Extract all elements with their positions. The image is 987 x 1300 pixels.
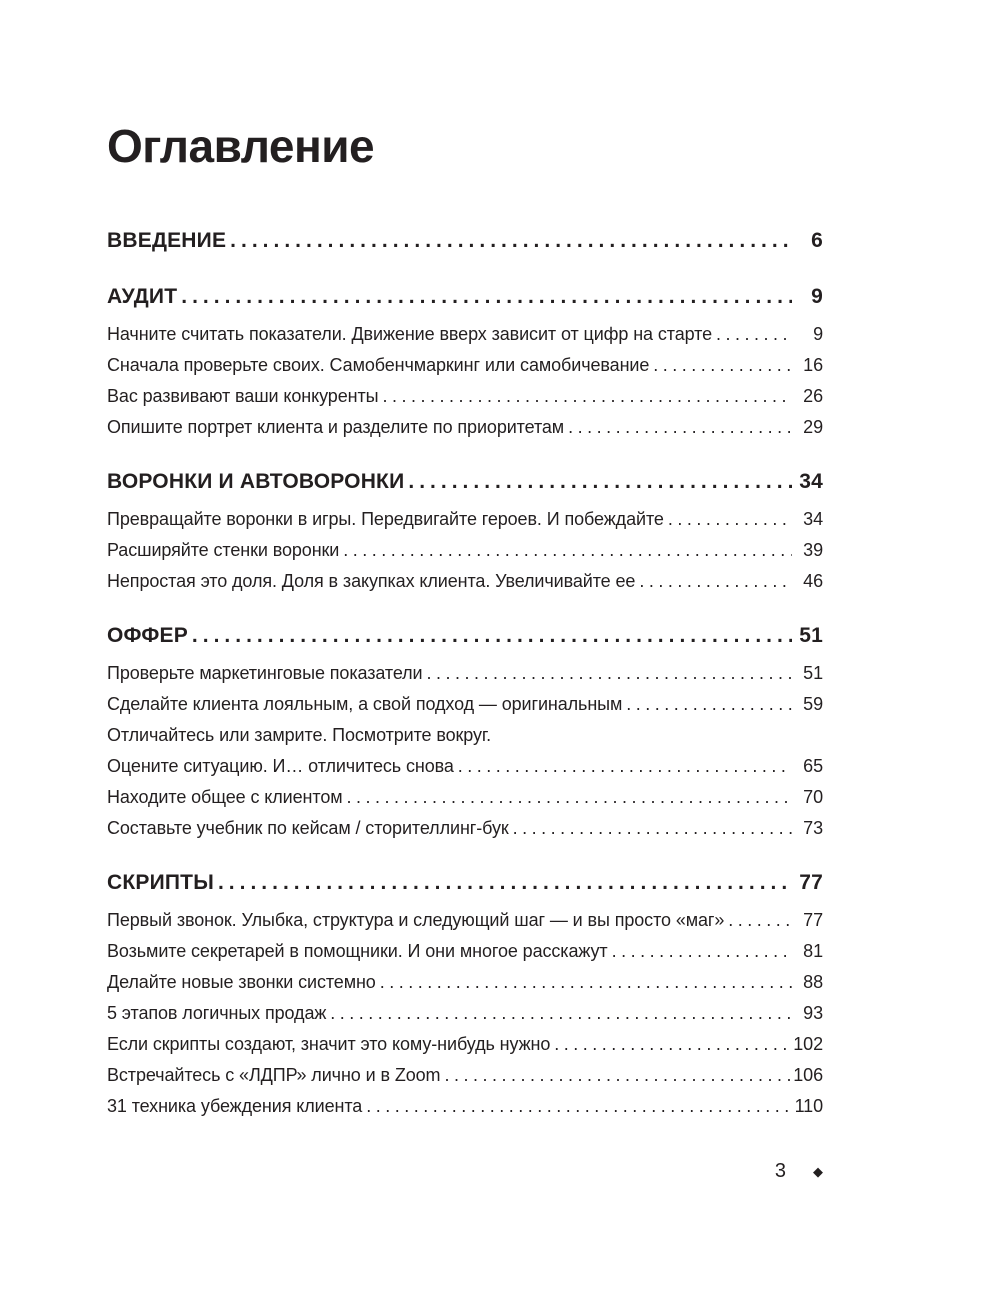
toc-entry <box>107 504 823 535</box>
toc-section <box>107 224 823 258</box>
toc-entry-line <box>107 535 823 566</box>
toc-heading-text: ОФФЕР <box>107 624 188 647</box>
toc-entry <box>107 782 823 813</box>
toc-entry <box>107 1091 823 1122</box>
dot-leader <box>554 1029 790 1060</box>
toc-entry-text: Делайте новые звонки системно <box>107 972 376 992</box>
dot-leader <box>380 967 792 998</box>
toc-entry-page-number: 46 <box>803 571 823 591</box>
toc-entry <box>107 967 823 998</box>
dot-leader <box>716 319 792 350</box>
dot-leader <box>653 350 792 381</box>
dot-leader <box>668 504 792 535</box>
toc-section-heading-row <box>107 619 823 653</box>
toc-entry-page-number: 59 <box>803 694 823 714</box>
toc-entry <box>107 998 823 1029</box>
toc-entry <box>107 689 823 720</box>
toc-entry-line <box>107 998 823 1029</box>
page-number: 3 <box>774 1160 786 1182</box>
toc-entry <box>107 381 823 412</box>
toc-entry-text: 31 техника убеждения клиента <box>107 1096 363 1116</box>
toc-heading-page-number: 6 <box>811 229 823 252</box>
toc-heading-text: СКРИПТЫ <box>107 871 214 894</box>
toc-heading-text: ВОРОНКИ И АВТОВОРОНКИ <box>107 470 405 493</box>
dot-leader <box>568 412 792 443</box>
toc-entry-line <box>107 967 823 998</box>
toc-section-heading-row <box>107 280 823 314</box>
toc-entry-text: Возьмите секретарей в помощники. И они многое расскажут <box>107 941 608 961</box>
toc-entry-line <box>107 720 823 751</box>
toc-entry-text: Составьте учебник по кейсам / сторителлинг-бук <box>107 818 509 838</box>
toc-entry-text: Опишите портрет клиента и разделите по приоритетам <box>107 417 565 437</box>
toc-entry-page-number: 77 <box>803 910 823 930</box>
toc-entry <box>107 720 823 782</box>
toc-entry-text: Находите общее с клиентом <box>107 787 343 807</box>
toc-entry <box>107 813 823 844</box>
toc-heading-page-number: 34 <box>799 470 823 493</box>
toc-entry-page-number: 102 <box>793 1034 823 1054</box>
toc-entry <box>107 1029 823 1060</box>
toc-entry-line <box>107 504 823 535</box>
dot-leader <box>408 465 792 499</box>
toc-entry <box>107 658 823 689</box>
toc-entry-line <box>107 905 823 936</box>
toc-section-heading-row <box>107 465 823 499</box>
dot-leader <box>458 751 792 782</box>
dot-leader <box>366 1091 791 1122</box>
toc-entry <box>107 350 823 381</box>
toc-entry-text: Расширяйте стенки воронки <box>107 540 340 560</box>
toc-entry-line <box>107 689 823 720</box>
dot-leader <box>612 936 792 967</box>
toc-entry-page-number: 70 <box>803 787 823 807</box>
dot-leader <box>626 689 792 720</box>
dot-leader <box>639 566 792 597</box>
toc-heading-page-number: 77 <box>799 871 823 894</box>
toc-section <box>107 866 823 1122</box>
toc-entry <box>107 566 823 597</box>
toc-entry-text: Сделайте клиента лояльным, а свой подход — оригинальным <box>107 694 623 714</box>
toc-entry <box>107 936 823 967</box>
toc-entry-line <box>107 319 823 350</box>
dot-leader <box>218 866 792 900</box>
toc-entry-page-number: 73 <box>803 818 823 838</box>
toc-heading-page-number: 51 <box>799 624 823 647</box>
toc-entry <box>107 905 823 936</box>
dot-leader <box>382 381 792 412</box>
page-content <box>107 118 823 1122</box>
page-footer <box>107 1160 823 1183</box>
toc-entry-page-number: 16 <box>803 355 823 375</box>
toc-section <box>107 280 823 443</box>
toc-entry-page-number: 88 <box>803 972 823 992</box>
toc-entry-page-number: 51 <box>803 663 823 683</box>
toc-heading-page-number: 9 <box>811 285 823 308</box>
toc-entry <box>107 535 823 566</box>
toc-entry-line <box>107 381 823 412</box>
toc-entry-line <box>107 1029 823 1060</box>
toc-entry-page-number: 39 <box>803 540 823 560</box>
toc-section-heading-row <box>107 866 823 900</box>
toc-entry-text: Сначала проверьте своих. Самобенчмаркинг или самобичевание <box>107 355 650 375</box>
toc-entry-text: Вас развивают ваши конкуренты <box>107 386 379 406</box>
toc-entry-line <box>107 1060 823 1091</box>
toc-entry-page-number: 93 <box>803 1003 823 1023</box>
toc <box>107 224 823 1122</box>
toc-heading-text: ВВЕДЕНИЕ <box>107 229 227 252</box>
dot-leader <box>444 1060 790 1091</box>
dot-leader <box>728 905 792 936</box>
toc-entry-text: Начните считать показатели. Движение вверх зависит от цифр на старте <box>107 324 712 344</box>
dot-leader <box>343 535 792 566</box>
toc-entry-line <box>107 566 823 597</box>
toc-entry-page-number: 34 <box>803 509 823 529</box>
toc-entry-line <box>107 813 823 844</box>
dot-leader <box>181 280 792 314</box>
dot-leader <box>513 813 792 844</box>
toc-entry <box>107 319 823 350</box>
toc-entry <box>107 1060 823 1091</box>
toc-entry-line <box>107 782 823 813</box>
dot-leader <box>347 782 793 813</box>
toc-entry-text: Отличайтесь или замрите. Посмотрите вокруг. <box>107 725 492 745</box>
toc-entry-text: Проверьте маркетинговые показатели <box>107 663 423 683</box>
toc-entry-text: Если скрипты создают, значит это кому-нибудь нужно <box>107 1034 551 1054</box>
toc-entry-page-number: 106 <box>793 1065 823 1085</box>
toc-section <box>107 465 823 597</box>
page-title: Оглавление <box>107 120 375 172</box>
toc-entry-page-number: 65 <box>803 756 823 776</box>
toc-entry-line <box>107 658 823 689</box>
toc-heading-text: АУДИТ <box>107 285 178 308</box>
toc-entry-page-number: 29 <box>803 417 823 437</box>
toc-entry-line <box>107 751 823 782</box>
dot-leader <box>230 224 792 258</box>
toc-entry <box>107 412 823 443</box>
toc-entry-text: Первый звонок. Улыбка, структура и следующий шаг — и вы просто «маг» <box>107 910 725 930</box>
toc-section-heading-row <box>107 224 823 258</box>
toc-entry-line <box>107 1091 823 1122</box>
toc-entry-text: 5 этапов логичных продаж <box>107 1003 327 1023</box>
dot-leader <box>427 658 792 689</box>
toc-entry-page-number: 81 <box>803 941 823 961</box>
toc-entry-text: Встречайтесь с «ЛДПР» лично и в Zoom <box>107 1065 441 1085</box>
toc-entry-page-number: 110 <box>794 1096 823 1116</box>
toc-entry-line <box>107 936 823 967</box>
toc-entry-page-number: 26 <box>803 386 823 406</box>
toc-entry-line <box>107 350 823 381</box>
dot-leader <box>330 998 792 1029</box>
toc-section <box>107 619 823 844</box>
dot-leader <box>192 619 792 653</box>
toc-entry-text: Непростая это доля. Доля в закупках клиента. Увеличивайте ее <box>107 571 636 591</box>
diamond-icon: ◆ <box>813 1164 823 1179</box>
toc-entry-text: Превращайте воронки в игры. Передвигайте героев. И побеждайте <box>107 509 664 529</box>
toc-entry-text: Оцените ситуацию. И… отличитесь снова <box>107 756 454 776</box>
toc-entry-page-number: 9 <box>813 324 823 344</box>
toc-entry-line <box>107 412 823 443</box>
